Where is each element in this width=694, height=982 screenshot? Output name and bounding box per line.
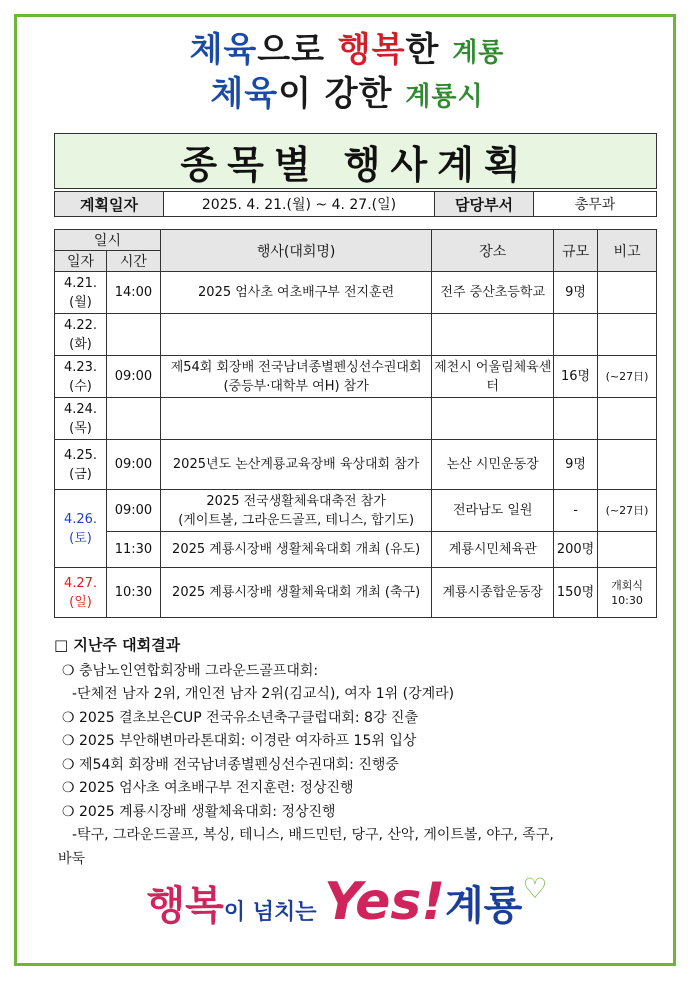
slogan-word: 계룡 — [452, 38, 505, 68]
day-text: (토) — [69, 530, 92, 546]
plan-date-label: 계획일자 — [55, 192, 164, 217]
header-time: 시간 — [106, 251, 160, 272]
note-cell — [598, 568, 657, 618]
event-cell — [160, 356, 431, 398]
event-cell: 2025년도 논산계룡교육장배 육상대회 참가 — [160, 440, 431, 490]
event-text: 2025 전국생활체육대축전 참가 — [206, 493, 386, 509]
last-week-results — [54, 634, 674, 871]
date-cell — [55, 314, 107, 356]
place-cell — [432, 398, 554, 440]
list-item-text: 2025 결초보은CUP 전국유소년축구클럽대회: 8강 진출 — [79, 709, 418, 726]
event-cell — [160, 490, 431, 532]
list-item — [54, 777, 674, 801]
list-item — [54, 707, 674, 731]
day-text: (화) — [69, 336, 92, 352]
scale-cell — [554, 398, 598, 440]
event-cell — [160, 314, 431, 356]
slogan-word: 행복 — [337, 30, 406, 70]
time-cell: 10:30 — [106, 568, 160, 618]
place-cell: 전라남도 일원 — [432, 490, 554, 532]
table-row — [55, 356, 657, 398]
place-cell: 계룡시종합운동장 — [432, 568, 554, 618]
time-cell: 09:00 — [106, 490, 160, 532]
footer-word: 행복 — [146, 883, 224, 929]
note-cell — [598, 532, 657, 568]
note-cell — [598, 440, 657, 490]
list-item — [54, 660, 674, 684]
circle-bullet-icon: ❍ — [62, 733, 75, 749]
slogan-header — [0, 28, 694, 116]
page-title: 종목별 행사계획 — [54, 133, 657, 189]
footer-slogan-logo — [0, 872, 694, 952]
place-cell — [432, 314, 554, 356]
date-text: 4.23. — [63, 359, 98, 375]
list-item-text: 2025 계룡시장배 생활체육대회: 정상진행 — [79, 803, 336, 820]
date-text: 4.24. — [63, 401, 98, 417]
scale-cell — [554, 314, 598, 356]
slogan-word: 이 강한 — [278, 74, 406, 114]
list-item-text: 충남노인연합회장배 그라운드골프대회: — [79, 662, 319, 679]
event-text-2: (게이트볼, 그라운드골프, 테니스, 합기도) — [178, 512, 415, 528]
note-text-2: 10:30 — [611, 593, 643, 607]
date-text: 4.21. — [63, 275, 98, 291]
circle-bullet-icon: ❍ — [62, 756, 75, 773]
note-text: 개회식 — [611, 578, 643, 592]
event-cell: 2025 계룡시장배 생활체육대회 개최 (축구) — [160, 568, 431, 618]
day-text: (수) — [69, 378, 92, 394]
dept-label: 담당부서 — [435, 192, 534, 217]
table-row — [55, 398, 657, 440]
event-cell: 2025 엄사초 여초배구부 전지훈련 — [160, 272, 431, 314]
date-text: 4.27. — [63, 575, 98, 591]
date-cell — [55, 398, 107, 440]
header-event: 행사(대회명) — [160, 230, 431, 272]
date-cell — [55, 440, 107, 490]
list-item — [54, 730, 674, 754]
table-row — [55, 568, 657, 618]
footer-word: 이 넘치는 — [223, 900, 325, 925]
slogan-line-2 — [0, 72, 694, 116]
list-item — [54, 754, 674, 778]
list-item-text: 2025 부안해변마라톤대회: 이경란 여자하프 15위 입상 — [79, 733, 417, 749]
event-text-2: (중등부·대학부 여H) 참가 — [223, 378, 369, 394]
footer-word: Yes! — [324, 872, 446, 932]
header-scale: 규모 — [554, 230, 598, 272]
note-cell: (~27日) — [598, 490, 657, 532]
list-item-detail: 바둑 — [58, 850, 86, 867]
note-cell — [598, 272, 657, 314]
slogan-word: 계룡시 — [405, 82, 484, 112]
date-cell — [55, 356, 107, 398]
place-cell: 계룡시민체육관 — [432, 532, 554, 568]
time-cell: 09:00 — [106, 356, 160, 398]
scale-cell: 9명 — [554, 440, 598, 490]
table-row — [55, 272, 657, 314]
event-cell: 2025 계룡시장배 생활체육대회 개최 (유도) — [160, 532, 431, 568]
slogan-line-1 — [0, 28, 694, 72]
note-cell — [598, 314, 657, 356]
header-date: 일자 — [55, 251, 107, 272]
plan-date: 2025. 4. 21.(월) ~ 4. 27.(일) — [164, 192, 435, 217]
day-text: (월) — [69, 294, 92, 310]
date-cell — [55, 568, 107, 618]
header-note: 비고 — [598, 230, 657, 272]
circle-bullet-icon: ❍ — [62, 709, 75, 726]
list-item-text: 제54회 회장배 전국남녀종별펜싱선수권대회: 진행중 — [79, 756, 399, 773]
header-place: 장소 — [432, 230, 554, 272]
place-cell: 논산 시민운동장 — [432, 440, 554, 490]
date-text: 4.26. — [63, 511, 98, 527]
time-cell: 11:30 — [106, 532, 160, 568]
day-text: (일) — [69, 594, 92, 610]
table-row — [55, 532, 657, 568]
list-item-detail: -탁구, 그라운드골프, 복싱, 테니스, 배드민턴, 당구, 산악, 게이트볼, 야구, 족구, — [72, 827, 554, 843]
time-cell: 14:00 — [106, 272, 160, 314]
table-row — [55, 440, 657, 490]
slogan-word: 체육 — [210, 74, 279, 114]
event-text: 제54회 회장배 전국남녀종별펜싱선수권대회 — [170, 359, 422, 375]
scale-cell: 9명 — [554, 272, 598, 314]
slogan-word: 으로 — [257, 30, 338, 70]
scale-cell: - — [554, 490, 598, 532]
results-title — [54, 634, 674, 658]
date-text: 4.22. — [63, 317, 98, 333]
list-item-text: 2025 엄사초 여초배구부 전지훈련: 정상진행 — [79, 780, 354, 796]
place-cell: 제천시 어울림체육센터 — [432, 356, 554, 398]
event-cell — [160, 398, 431, 440]
time-cell: 09:00 — [106, 440, 160, 490]
circle-bullet-icon: ❍ — [62, 803, 75, 820]
table-row — [55, 314, 657, 356]
results-title-text: 지난주 대회결과 — [73, 636, 181, 654]
square-bullet-icon: □ — [54, 636, 69, 654]
scale-cell: 200명 — [554, 532, 598, 568]
note-cell: (~27日) — [598, 356, 657, 398]
time-cell — [106, 314, 160, 356]
plan-info-table — [54, 191, 657, 217]
table-row — [55, 490, 657, 532]
slogan-word: 한 — [405, 30, 453, 70]
scale-cell: 150명 — [554, 568, 598, 618]
circle-bullet-icon: ❍ — [62, 780, 75, 796]
circle-bullet-icon: ❍ — [62, 662, 75, 679]
date-text: 4.25. — [63, 447, 98, 463]
note-cell — [598, 398, 657, 440]
dept-value: 총무과 — [534, 192, 657, 217]
list-item-detail: -단체전 남자 2위, 개인전 남자 2위(김교식), 여자 1위 (강계라) — [72, 686, 455, 702]
footer-word: 계룡 — [445, 883, 523, 929]
day-text: (목) — [69, 420, 92, 436]
date-cell — [55, 490, 107, 568]
date-cell — [55, 272, 107, 314]
header-datetime: 일시 — [55, 230, 161, 251]
time-cell — [106, 398, 160, 440]
list-item — [54, 801, 674, 825]
scale-cell: 16명 — [554, 356, 598, 398]
place-cell: 전주 중산초등학교 — [432, 272, 554, 314]
day-text: (금) — [69, 466, 92, 482]
schedule-table — [54, 229, 657, 618]
slogan-word: 체육 — [189, 30, 258, 70]
heart-icon: ♡ — [522, 872, 548, 905]
